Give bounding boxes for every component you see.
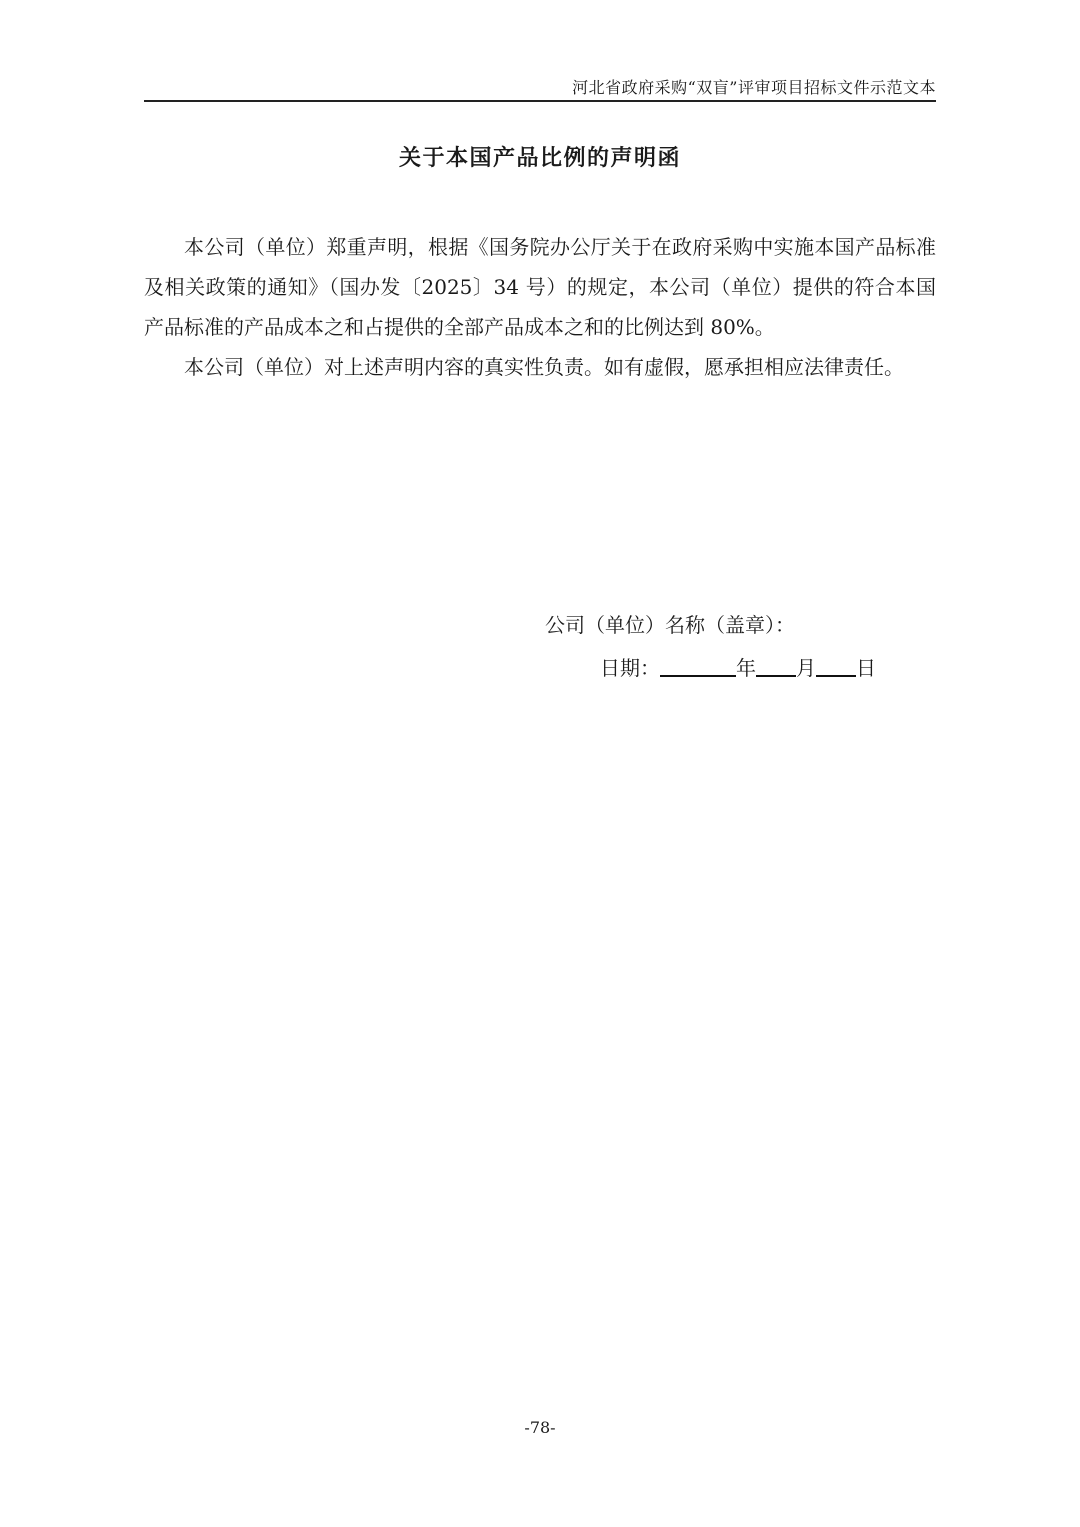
document-title: 关于本国产品比例的声明函 xyxy=(398,145,681,171)
declaration-paragraph: 本公司（单位）郑重声明，根据《国务院办公厅关于在政府采购中实施本国产品标准及相关政策的通知》（国办发〔2025〕34 号）的规定，本公司（单位）提供的符合本国产品标准的产品成本之和占提供的全部产品成本之和的比例达到 80%。 xyxy=(144,235,936,339)
declaration-body xyxy=(144,227,936,387)
header-title: 河北省政府采购“双盲”评审项目招标文件示范文本 xyxy=(572,78,936,97)
year-blank xyxy=(660,653,736,677)
page-header xyxy=(144,70,936,102)
company-name-label: 公司（单位）名称（盖章）： xyxy=(545,613,795,637)
date-label: 日期： xyxy=(600,656,660,680)
day-label: 日 xyxy=(856,656,876,680)
year-label: 年 xyxy=(736,656,756,680)
date-line xyxy=(600,652,876,684)
company-signature-line xyxy=(545,609,795,641)
page-number: -78- xyxy=(524,1418,556,1437)
responsibility-paragraph: 本公司（单位）对上述声明内容的真实性负责。如有虚假，愿承担相应法律责任。 xyxy=(184,355,904,379)
day-blank xyxy=(816,653,856,677)
month-blank xyxy=(756,653,796,677)
header-rule xyxy=(144,100,936,102)
month-label: 月 xyxy=(796,656,816,680)
